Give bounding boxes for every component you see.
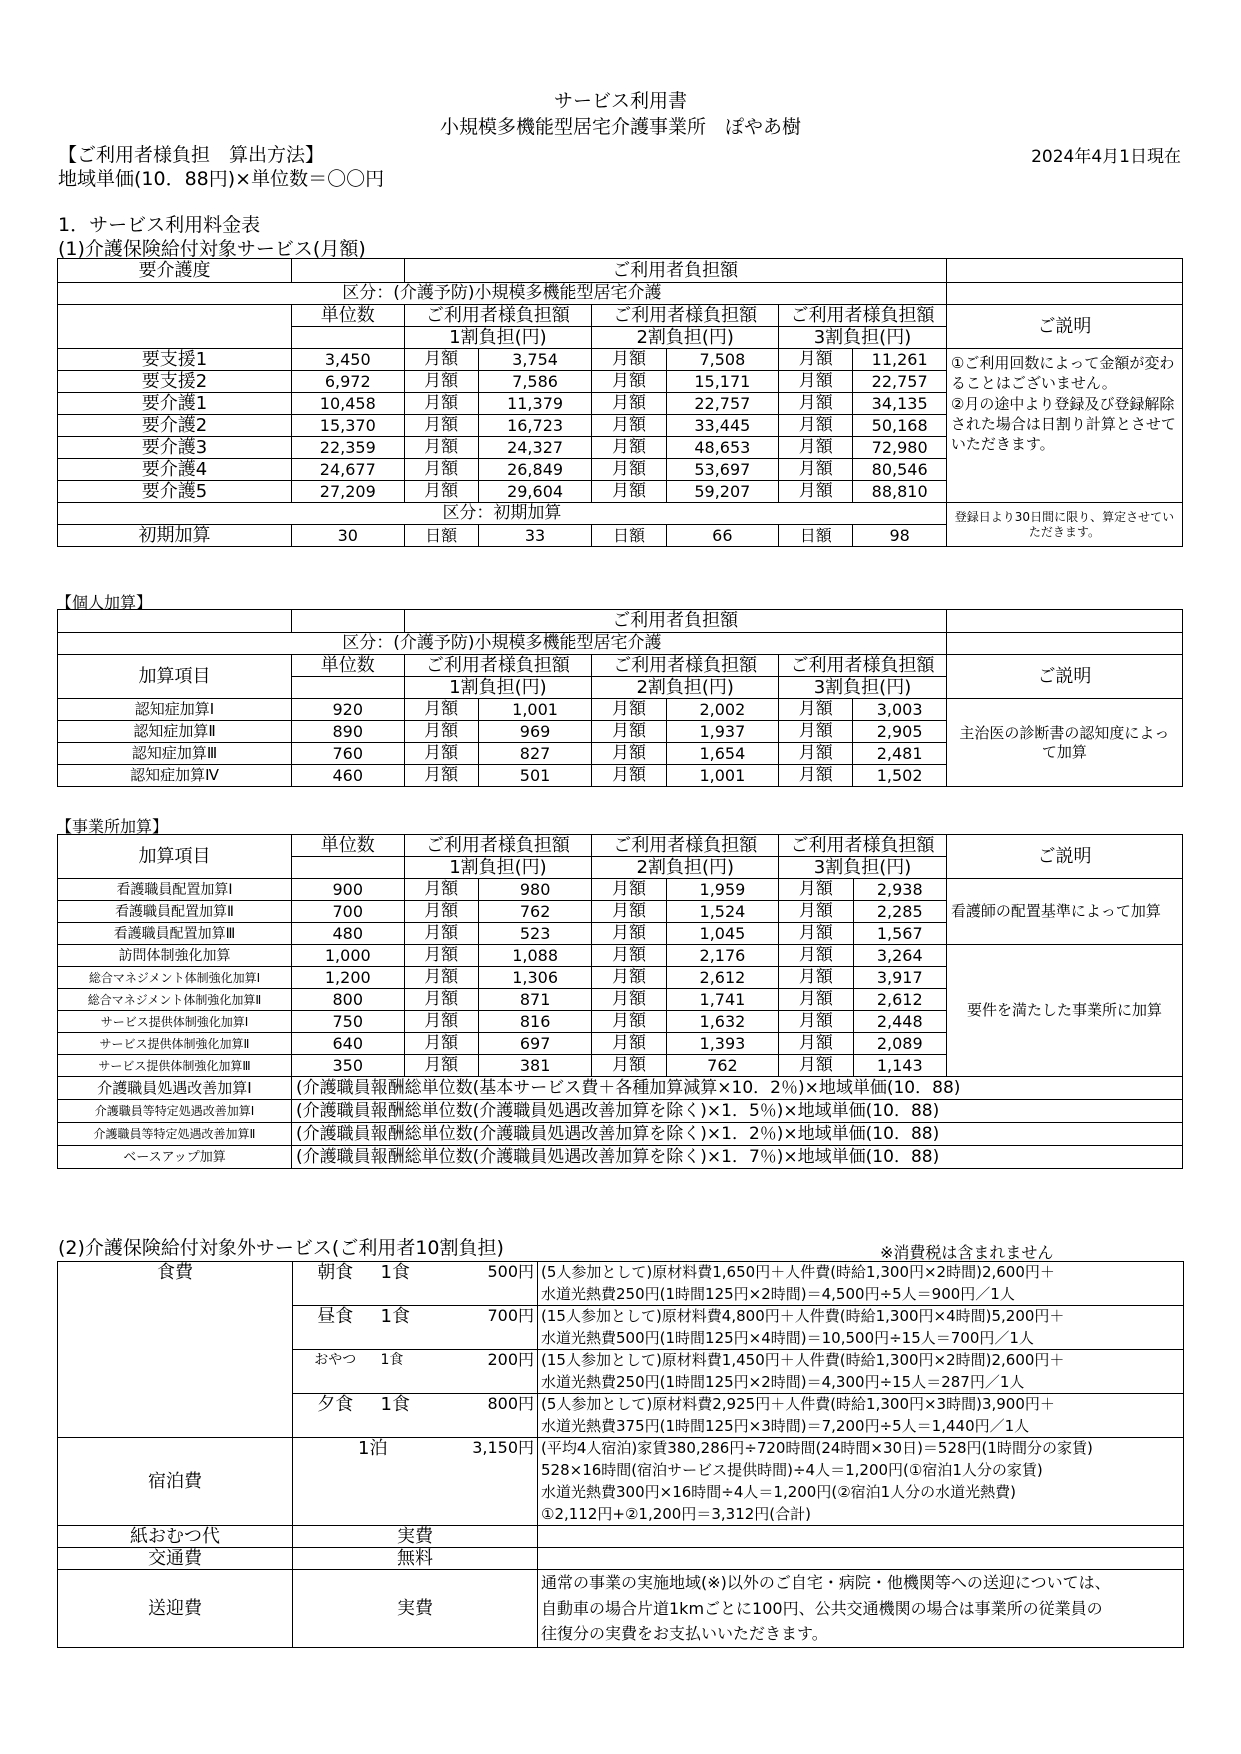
- individual-item: 認知症加算Ⅲ: [58, 743, 292, 765]
- improvement-item: 介護職員処遇改善加算Ⅰ: [58, 1077, 292, 1100]
- monthly-label: 月額: [592, 1055, 666, 1077]
- units-cell: 480: [292, 923, 405, 945]
- monthly-label: 月額: [779, 765, 853, 787]
- burden1-cell: 26,849: [478, 459, 591, 481]
- burden3-cell: 1,567: [853, 923, 946, 945]
- main-note: ①ご利用回数によって金額が変わることはございません。 ②月の途中より登録及び登録解除された場合は日割り計算とさせていただきます。: [946, 349, 1182, 503]
- tax-note: ※消費税は含まれません: [880, 1243, 1054, 1262]
- meal-price: 700円: [453, 1306, 538, 1350]
- burden1-cell: 29,604: [478, 481, 591, 503]
- improvement-row: [58, 1146, 1183, 1169]
- burden1-cell: 827: [478, 743, 591, 765]
- meal-calc-line: 水道光熱費250円(1時間125円×2時間)＝4,300円÷15人＝287円／1人: [538, 1372, 1184, 1394]
- pickup-value: 実費: [293, 1570, 538, 1648]
- meal-calc-line: (15人参加として)原材料費1,450円＋人件費(時給1,300円×2時間)2,600円＋: [538, 1350, 1184, 1372]
- meal-name: おやつ: [293, 1350, 378, 1394]
- individual-amount-header-2: ご利用者様負担額: [592, 655, 779, 677]
- daily-label: 日額: [404, 525, 478, 547]
- burden2-cell: 1,001: [666, 765, 778, 787]
- burden1-cell: 11,379: [478, 393, 591, 415]
- individual-item: 認知症加算Ⅱ: [58, 721, 292, 743]
- care-level-cell: 要介護4: [58, 459, 292, 481]
- individual-explanation-header: ご説明: [946, 655, 1182, 699]
- burden1-cell: 381: [478, 1055, 592, 1077]
- lodging-price: 3,150円: [453, 1438, 538, 1526]
- burden3-cell: 2,905: [853, 721, 946, 743]
- units-cell: 920: [292, 699, 404, 721]
- care-level-cell: 要支援1: [58, 349, 292, 371]
- units-cell: 22,359: [292, 437, 404, 459]
- office-table: [57, 834, 1183, 1169]
- meal-qty: 1食: [378, 1350, 453, 1394]
- units-cell: 890: [292, 721, 404, 743]
- monthly-label: 月額: [779, 923, 853, 945]
- burden1-cell: 762: [478, 901, 592, 923]
- monthly-label: 月額: [592, 923, 666, 945]
- monthly-label: 月額: [404, 1011, 478, 1033]
- care-level-cell: 要支援2: [58, 371, 292, 393]
- burden1-cell: 3,754: [478, 349, 591, 371]
- monthly-label: 月額: [592, 945, 666, 967]
- monthly-label: 月額: [779, 1033, 853, 1055]
- diaper-label: 紙おむつ代: [58, 1526, 293, 1548]
- burden2-cell: 53,697: [666, 459, 778, 481]
- units-cell: 24,677: [292, 459, 404, 481]
- burden3-cell: 1,502: [853, 765, 946, 787]
- burden1-cell: 24,327: [478, 437, 591, 459]
- burden3-cell: 2,285: [853, 901, 946, 923]
- monthly-label: 月額: [779, 459, 853, 481]
- care-level-row: [58, 349, 1183, 371]
- burden2-cell: 33,445: [666, 415, 778, 437]
- care-level-header: 要介護度: [58, 259, 292, 283]
- office-item: サービス提供体制強化加算Ⅱ: [58, 1033, 292, 1055]
- burden3-cell: 2,089: [853, 1033, 946, 1055]
- monthly-label: 月額: [779, 967, 853, 989]
- units-cell: 15,370: [292, 415, 404, 437]
- meal-calc-line: (5人参加として)原材料費1,650円＋人件費(時給1,300円×2時間)2,600円＋: [538, 1262, 1184, 1284]
- monthly-label: 月額: [404, 415, 478, 437]
- monthly-label: 月額: [404, 879, 478, 901]
- units-cell: 27,209: [292, 481, 404, 503]
- burden2-cell: 22,757: [666, 393, 778, 415]
- meal-calc-line: (5人参加として)原材料費2,925円＋人件費(時給1,300円×3時間)3,900円＋: [538, 1394, 1184, 1416]
- burden3-cell: 88,810: [853, 481, 946, 503]
- burden-amount-header-3: ご利用者様負担額: [779, 305, 947, 327]
- office-row: [58, 945, 1183, 967]
- category-initial: 区分：初期加算: [58, 503, 947, 525]
- monthly-label: 月額: [779, 415, 853, 437]
- pickup-label: 送迎費: [58, 1570, 293, 1648]
- monthly-label: 月額: [779, 743, 853, 765]
- office-item-header: 加算項目: [58, 835, 292, 879]
- burden2-cell: 48,653: [666, 437, 778, 459]
- individual-burden2: 2割負担(円): [592, 677, 779, 699]
- burden2-cell: 1,045: [666, 923, 779, 945]
- pickup-line: 通常の事業の実施地域(※)以外のご自宅・病院・他機関等への送迎については、: [538, 1570, 1184, 1596]
- document-date: 2024年4月1日現在: [1031, 147, 1181, 167]
- monthly-label: 月額: [592, 901, 666, 923]
- monthly-label: 月額: [779, 901, 853, 923]
- burden3-cell: 2,938: [853, 879, 946, 901]
- burden1-cell: 969: [478, 721, 591, 743]
- individual-burden3: 3割負担(円): [779, 677, 947, 699]
- burden2-header: 2割負担(円): [592, 327, 779, 349]
- monthly-label: 月額: [592, 437, 666, 459]
- office-explanation-header: ご説明: [946, 835, 1182, 879]
- monthly-label: 月額: [592, 415, 666, 437]
- meal-name: 昼食: [293, 1306, 378, 1350]
- burden1-header: 1割負担(円): [404, 327, 592, 349]
- transport-value: 無料: [293, 1548, 538, 1570]
- meal-calc-line: (15人参加として)原材料費4,800円＋人件費(時給1,300円×4時間)5,200円＋: [538, 1306, 1184, 1328]
- improvement-formula: (介護職員報酬総単位数(介護職員処遇改善加算を除く)×1．7％)×地域単価(10．88): [292, 1146, 1183, 1169]
- office-note-nurse: 看護師の配置基準によって加算: [946, 879, 1182, 945]
- monthly-label: 月額: [404, 967, 478, 989]
- individual-burden1: 1割負担(円): [404, 677, 592, 699]
- facility-name: 小規模多機能型居宅介護事業所 ぽやあ樹: [439, 116, 801, 138]
- meal-calc-line: 水道光熱費500円(1時間125円×4時間)＝10,500円÷15人＝700円／1人: [538, 1328, 1184, 1350]
- burden2-cell: 2,176: [666, 945, 779, 967]
- units-cell: 1,200: [292, 967, 405, 989]
- monthly-label: 月額: [404, 459, 478, 481]
- initial-b2: 66: [666, 525, 778, 547]
- office-amount-header-2: ご利用者様負担額: [592, 835, 779, 857]
- burden1-cell: 7,586: [478, 371, 591, 393]
- units-cell: 760: [292, 743, 404, 765]
- individual-item: 認知症加算Ⅰ: [58, 699, 292, 721]
- meal-qty: 1食: [378, 1306, 453, 1350]
- office-burden1: 1割負担(円): [404, 857, 592, 879]
- burden1-cell: 1,001: [478, 699, 591, 721]
- units-cell: 6,972: [292, 371, 404, 393]
- daily-label: 日額: [592, 525, 666, 547]
- burden2-cell: 59,207: [666, 481, 778, 503]
- monthly-label: 月額: [404, 481, 478, 503]
- improvement-formula: (介護職員報酬総単位数(介護職員処遇改善加算を除く)×1．5％)×地域単価(10．88): [292, 1100, 1183, 1123]
- monthly-label: 月額: [779, 393, 853, 415]
- pickup-line: 往復分の実費をお支払いいただきます。: [538, 1622, 1184, 1648]
- lodging-label: 宿泊費: [58, 1438, 293, 1526]
- burden2-cell: 15,171: [666, 371, 778, 393]
- improvement-formula: (介護職員報酬総単位数(介護職員処遇改善加算を除く)×1．2％)×地域単価(10．88): [292, 1123, 1183, 1146]
- improvement-item: 介護職員等特定処遇改善加算Ⅰ: [58, 1100, 292, 1123]
- burden3-cell: 72,980: [853, 437, 946, 459]
- units-cell: 1,000: [292, 945, 405, 967]
- office-row: [58, 879, 1183, 901]
- burden-amount-header-1: ご利用者様負担額: [404, 305, 592, 327]
- monthly-label: 月額: [779, 1055, 853, 1077]
- initial-b1: 33: [478, 525, 591, 547]
- individual-heading: 【個人加算】: [56, 593, 153, 612]
- monthly-label: 月額: [779, 1011, 853, 1033]
- burden2-cell: 7,508: [666, 349, 778, 371]
- individual-table: [57, 609, 1183, 787]
- burden3-cell: 80,546: [853, 459, 946, 481]
- monthly-label: 月額: [592, 699, 666, 721]
- burden1-cell: 871: [478, 989, 592, 1011]
- office-item: 総合マネジメント体制強化加算Ⅰ: [58, 967, 292, 989]
- office-item: 看護職員配置加算Ⅰ: [58, 879, 292, 901]
- burden2-cell: 2,002: [666, 699, 778, 721]
- monthly-label: 月額: [404, 765, 478, 787]
- improvement-item: ベースアップ加算: [58, 1146, 292, 1169]
- burden1-cell: 501: [478, 765, 591, 787]
- burden3-cell: 2,612: [853, 989, 946, 1011]
- burden3-cell: 2,448: [853, 1011, 946, 1033]
- office-item: 看護職員配置加算Ⅲ: [58, 923, 292, 945]
- individual-note: 主治医の診断書の認知度によって加算: [946, 699, 1182, 787]
- non-insurance-table: [57, 1261, 1184, 1648]
- individual-item-header: 加算項目: [58, 655, 292, 699]
- diaper-value: 実費: [293, 1526, 538, 1548]
- units-cell: 750: [292, 1011, 405, 1033]
- burden3-cell: 34,135: [853, 393, 946, 415]
- monthly-label: 月額: [404, 923, 478, 945]
- burden2-cell: 1,632: [666, 1011, 779, 1033]
- individual-item: 認知症加算Ⅳ: [58, 765, 292, 787]
- monthly-label: 月額: [779, 371, 853, 393]
- lodging-line: 528×16時間(宿泊サービス提供時間)÷4人＝1,200円(①宿泊1人分の家賃): [538, 1460, 1184, 1482]
- monthly-label: 月額: [779, 945, 853, 967]
- lodging-qty: 1泊: [293, 1438, 453, 1526]
- meal-calc-line: 水道光熱費250円(1時間125円×2時間)＝4,500円÷5人＝900円／1人: [538, 1284, 1184, 1306]
- lodging-line: (平均4人宿泊)家賃380,286円÷720時間(24時間×30日)＝528円(1時間分の家賃): [538, 1438, 1184, 1460]
- monthly-label: 月額: [592, 481, 666, 503]
- monthly-label: 月額: [779, 699, 853, 721]
- monthly-label: 月額: [404, 901, 478, 923]
- improvement-row: [58, 1100, 1183, 1123]
- burden2-cell: 762: [666, 1055, 779, 1077]
- burden1-cell: 523: [478, 923, 592, 945]
- monthly-label: 月額: [404, 371, 478, 393]
- office-note-requirement: 要件を満たした事業所に加算: [946, 945, 1182, 1077]
- improvement-formula: (介護職員報酬総単位数(基本サービス費＋各種加算減算×10．2％)×地域単価(10．88): [292, 1077, 1183, 1100]
- individual-units-header: 単位数: [292, 655, 404, 677]
- monthly-label: 月額: [592, 989, 666, 1011]
- care-level-cell: 要介護3: [58, 437, 292, 459]
- category-main: 区分：(介護予防)小規模多機能型居宅介護: [58, 283, 947, 305]
- burden2-cell: 1,654: [666, 743, 778, 765]
- monthly-label: 月額: [592, 393, 666, 415]
- office-item: 総合マネジメント体制強化加算Ⅱ: [58, 989, 292, 1011]
- meal-qty: 1食: [378, 1262, 453, 1306]
- monthly-label: 月額: [779, 349, 853, 371]
- monthly-label: 月額: [779, 437, 853, 459]
- meal-calc-line: 水道光熱費375円(1時間125円×3時間)＝7,200円÷5人＝1,440円／1人: [538, 1416, 1184, 1438]
- burden2-cell: 1,524: [666, 901, 779, 923]
- office-item: サービス提供体制強化加算Ⅰ: [58, 1011, 292, 1033]
- office-units-header: 単位数: [292, 835, 405, 857]
- burden2-cell: 1,937: [666, 721, 778, 743]
- section2-title: (2)介護保険給付対象外サービス(ご利用者10割負担): [58, 1237, 504, 1259]
- burden-amount-header-2: ご利用者様負担額: [592, 305, 779, 327]
- individual-amount-header-1: ご利用者様負担額: [404, 655, 592, 677]
- care-level-cell: 要介護1: [58, 393, 292, 415]
- explanation-header: ご説明: [946, 305, 1182, 349]
- fee-formula: 地域単価(10．88円)×単位数＝〇〇円: [58, 168, 385, 190]
- meal-qty: 1食: [378, 1394, 453, 1438]
- meal-price: 200円: [453, 1350, 538, 1394]
- units-cell: 640: [292, 1033, 405, 1055]
- initial-units: 30: [292, 525, 404, 547]
- units-cell: 800: [292, 989, 405, 1011]
- burden3-cell: 3,003: [853, 699, 946, 721]
- monthly-label: 月額: [779, 879, 853, 901]
- care-level-cell: 要介護5: [58, 481, 292, 503]
- monthly-label: 月額: [779, 481, 853, 503]
- burden3-cell: 2,481: [853, 743, 946, 765]
- burden1-cell: 816: [478, 1011, 592, 1033]
- monthly-label: 月額: [404, 1055, 478, 1077]
- monthly-label: 月額: [404, 989, 478, 1011]
- office-item: サービス提供体制強化加算Ⅲ: [58, 1055, 292, 1077]
- burden3-cell: 22,757: [853, 371, 946, 393]
- initial-note: 登録日より30日間に限り、算定させていただきます。: [946, 503, 1182, 547]
- units-cell: 700: [292, 901, 405, 923]
- office-burden2: 2割負担(円): [592, 857, 779, 879]
- initial-b3: 98: [853, 525, 946, 547]
- monthly-label: 月額: [404, 393, 478, 415]
- burden1-cell: 16,723: [478, 415, 591, 437]
- individual-category: 区分：(介護予防)小規模多機能型居宅介護: [58, 633, 947, 655]
- section1-title: 1．サービス利用料金表: [58, 214, 261, 236]
- meal-price: 800円: [453, 1394, 538, 1438]
- office-amount-header-3: ご利用者様負担額: [779, 835, 947, 857]
- burden1-cell: 980: [478, 879, 592, 901]
- monthly-label: 月額: [404, 699, 478, 721]
- burden3-cell: 3,917: [853, 967, 946, 989]
- monthly-label: 月額: [404, 349, 478, 371]
- office-item: 訪問体制強化加算: [58, 945, 292, 967]
- main-fee-table: [57, 258, 1183, 547]
- burden2-cell: 1,741: [666, 989, 779, 1011]
- monthly-label: 月額: [404, 437, 478, 459]
- burden3-cell: 50,168: [853, 415, 946, 437]
- burden3-cell: 1,143: [853, 1055, 946, 1077]
- monthly-label: 月額: [592, 349, 666, 371]
- monthly-label: 月額: [779, 721, 853, 743]
- individual-row: [58, 699, 1183, 721]
- lodging-line: ①2,112円+②1,200円＝3,312円(合計): [538, 1504, 1184, 1526]
- units-cell: 350: [292, 1055, 405, 1077]
- burden-heading: 【ご利用者様負担 算出方法】: [58, 144, 325, 166]
- burden1-cell: 697: [478, 1033, 592, 1055]
- lodging-line: 水道光熱費300円×16時間÷4人＝1,200円(②宿泊1人分の水道光熱費): [538, 1482, 1184, 1504]
- individual-amount-header-3: ご利用者様負担額: [779, 655, 947, 677]
- meal-name: 朝食: [293, 1262, 378, 1306]
- monthly-label: 月額: [592, 1011, 666, 1033]
- office-burden3: 3割負担(円): [779, 857, 947, 879]
- burden3-header: 3割負担(円): [779, 327, 947, 349]
- burden3-cell: 3,264: [853, 945, 946, 967]
- burden1-cell: 1,306: [478, 967, 592, 989]
- meal-name: 夕食: [293, 1394, 378, 1438]
- user-burden-header: ご利用者負担額: [404, 259, 946, 283]
- office-item: 看護職員配置加算Ⅱ: [58, 901, 292, 923]
- initial-label: 初期加算: [58, 525, 292, 547]
- units-cell: 900: [292, 879, 405, 901]
- units-cell: 10,458: [292, 393, 404, 415]
- improvement-row: [58, 1123, 1183, 1146]
- individual-burden-header: ご利用者負担額: [404, 610, 946, 633]
- burden2-cell: 1,959: [666, 879, 779, 901]
- monthly-label: 月額: [592, 743, 666, 765]
- monthly-label: 月額: [404, 1033, 478, 1055]
- meal-row: [58, 1262, 1184, 1284]
- units-cell: 460: [292, 765, 404, 787]
- monthly-label: 月額: [592, 371, 666, 393]
- burden3-cell: 11,261: [853, 349, 946, 371]
- improvement-row: [58, 1077, 1183, 1100]
- office-heading: 【事業所加算】: [56, 817, 169, 836]
- monthly-label: 月額: [404, 945, 478, 967]
- monthly-label: 月額: [592, 765, 666, 787]
- units-header: 単位数: [292, 305, 404, 327]
- units-cell: 3,450: [292, 349, 404, 371]
- monthly-label: 月額: [592, 879, 666, 901]
- meal-price: 500円: [453, 1262, 538, 1306]
- transport-label: 交通費: [58, 1548, 293, 1570]
- daily-label: 日額: [779, 525, 853, 547]
- monthly-label: 月額: [592, 459, 666, 481]
- care-level-cell: 要介護2: [58, 415, 292, 437]
- monthly-label: 月額: [404, 743, 478, 765]
- monthly-label: 月額: [592, 721, 666, 743]
- food-label: 食費: [58, 1262, 293, 1438]
- burden1-cell: 1,088: [478, 945, 592, 967]
- monthly-label: 月額: [779, 989, 853, 1011]
- monthly-label: 月額: [592, 1033, 666, 1055]
- pickup-line: 自動車の場合片道1kmごとに100円、公共交通機関の場合は事業所の従業員の: [538, 1596, 1184, 1622]
- office-amount-header-1: ご利用者様負担額: [404, 835, 592, 857]
- burden2-cell: 1,393: [666, 1033, 779, 1055]
- section1-subtitle: (1)介護保険給付対象サービス(月額): [58, 238, 366, 260]
- burden2-cell: 2,612: [666, 967, 779, 989]
- improvement-item: 介護職員等特定処遇改善加算Ⅱ: [58, 1123, 292, 1146]
- page-title: サービス利用書: [553, 90, 687, 112]
- monthly-label: 月額: [592, 967, 666, 989]
- monthly-label: 月額: [404, 721, 478, 743]
